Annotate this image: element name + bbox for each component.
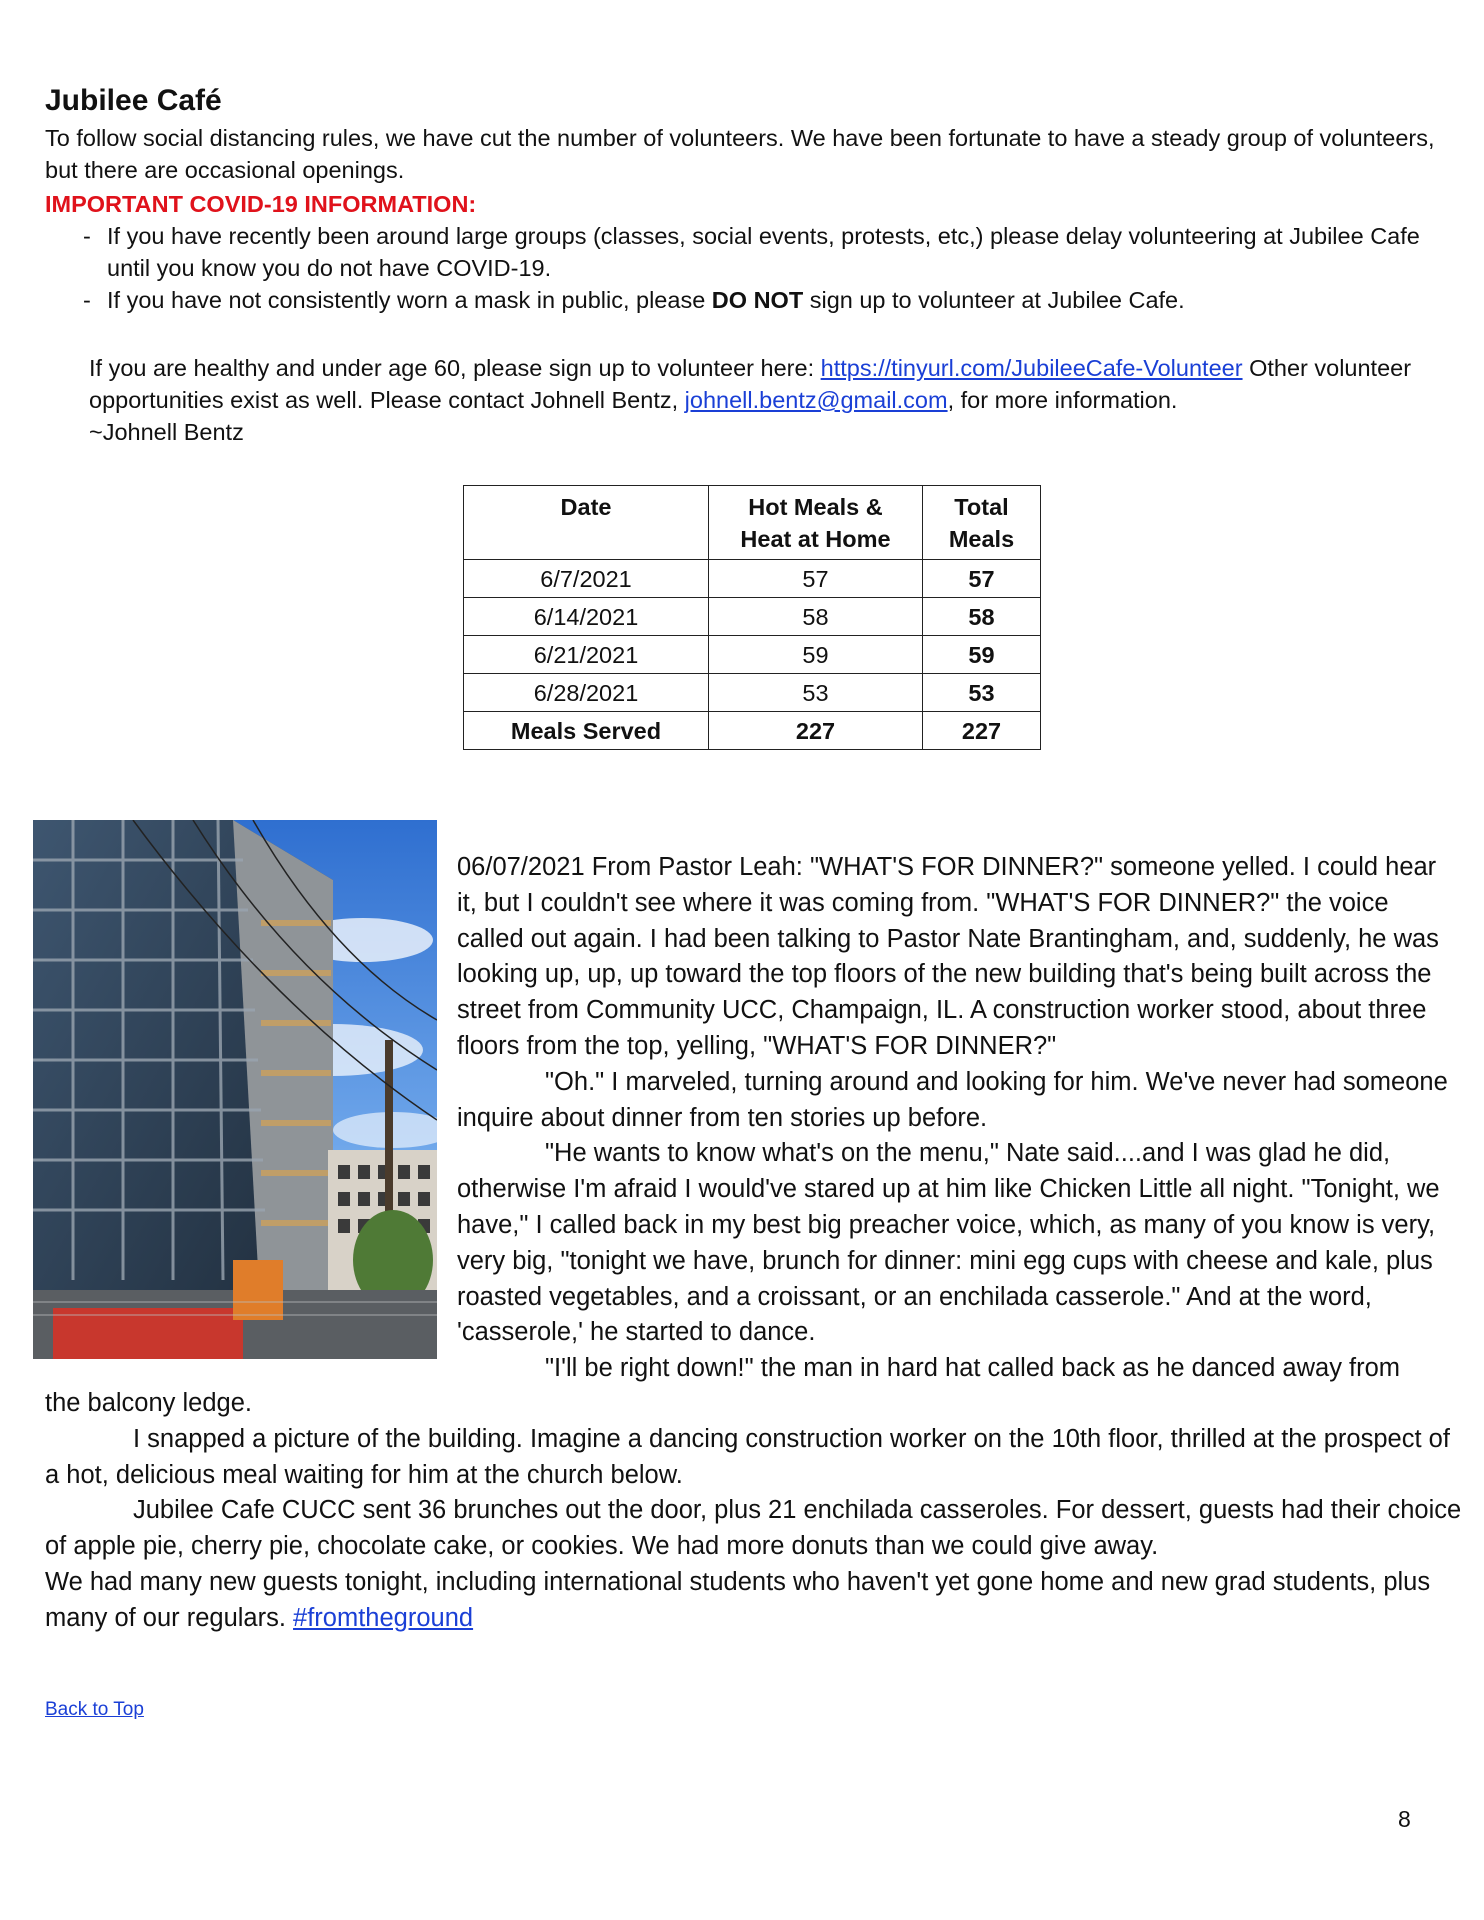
story-paragraph xyxy=(45,1565,1465,1637)
table-row xyxy=(464,636,1041,674)
important-heading: IMPORTANT COVID-19 INFORMATION: xyxy=(45,191,477,217)
table-total-row xyxy=(464,712,1041,750)
section-title: Jubilee Café xyxy=(45,84,222,117)
bullet-text-bold: DO NOT xyxy=(711,287,804,313)
table-row xyxy=(464,674,1041,712)
cell-hot-meals: 53 xyxy=(709,674,923,712)
cell-date: 6/21/2021 xyxy=(464,636,709,674)
cell-total: 58 xyxy=(923,598,1041,636)
table-row xyxy=(464,598,1041,636)
cell-hot-meals: 57 xyxy=(709,560,923,598)
table-row xyxy=(464,560,1041,598)
story-paragraph: "I'll be right down!" the man in hard hat called back as he danced away from xyxy=(545,1354,1401,1383)
bullet-text-pre: If you have not consistently worn a mask in public, please xyxy=(107,287,712,313)
cell-total: 53 xyxy=(923,674,1041,712)
volunteer-link[interactable]: https://tinyurl.com/JubileeCafe-Volunteer xyxy=(820,355,1243,381)
story-paragraph: I snapped a picture of the building. Imagine a dancing construction worker on the 10th floor, thrilled at the prospect of a hot, delicious meal waiting for him at the church below. xyxy=(45,1424,1450,1489)
bullet-item: - If you have not consistently worn a mask in public, please DO NOT sign up to volunteer at Jubilee Cafe. xyxy=(83,287,1185,313)
bullet-item: - If you have recently been around large groups (classes, social events, protests, etc,) please delay volunteering at Jubilee Cafe until you know you do not have COVID-19. xyxy=(83,223,1420,281)
hashtag-link[interactable]: #fromtheground xyxy=(293,1603,474,1632)
cell-total: 59 xyxy=(923,636,1041,674)
cell-total-label: Meals Served xyxy=(464,712,709,750)
building-photo xyxy=(33,820,437,1359)
header-hot-meals: Hot Meals & Heat at Home xyxy=(709,486,923,560)
page-number: 8 xyxy=(1398,1806,1411,1832)
story-paragraph: Jubilee Cafe CUCC sent 36 brunches out the door, plus 21 enchilada casseroles. For dessert, guests had their choice of apple pie, cherry pie, chocolate cake, or cookies. We had more donuts than we could give away. xyxy=(45,1496,1462,1561)
signup-text: If you are healthy and under age 60, please sign up to volunteer here: xyxy=(89,355,821,381)
bullet-text-post: sign up to volunteer at Jubilee Cafe. xyxy=(803,287,1185,313)
header-total-meals: Total Meals xyxy=(923,486,1041,560)
story-continued xyxy=(45,1386,1465,1637)
intro-paragraph: To follow social distancing rules, we have cut the number of volunteers. We have been fortunate to have a steady group of volunteers, but there are occasional openings. xyxy=(45,125,1435,183)
header-date: Date xyxy=(464,486,709,560)
story-paragraph: "Oh." I marveled, turning around and looking for him. We've never had someone inquire about dinner from ten stories up before. xyxy=(457,1067,1448,1132)
bullet-text: If you have recently been around large groups (classes, social events, protests, etc,) please delay volunteering at Jubilee Cafe until you know you do not have COVID-19. xyxy=(107,223,1420,281)
back-to-top-link[interactable]: Back to Top xyxy=(45,1699,144,1720)
signup-paragraph xyxy=(89,352,1459,448)
cell-total: 57 xyxy=(923,560,1041,598)
story-paragraph: "He wants to know what's on the menu," Nate said....and I was glad he did, otherwise I'm afraid I would've stared up at him like Chicken Little all night. "Tonight, we have," I called back in my best big preacher voice, which, as many of you know is very, very big, "tonight we have, brunch for dinner: mini egg cups with cheese and kale, plus roasted vegetables, and a croissant, or an enchilada casserole." And at the word, 'casserole,' he started to dance. xyxy=(457,1139,1440,1347)
cell-date: 6/28/2021 xyxy=(464,674,709,712)
story-paragraph: the balcony ledge. xyxy=(45,1389,252,1417)
story-column xyxy=(457,850,1457,1387)
cell-hot-meals: 58 xyxy=(709,598,923,636)
cell-hot-meals: 59 xyxy=(709,636,923,674)
story-paragraph: 06/07/2021 From Pastor Leah: "WHAT'S FOR DINNER?" someone yelled. I could hear it, but I couldn't see where it was coming from. "WHAT'S FOR DINNER?" the voice called out again. I had been talking to Pastor Nate Brantingham, and, suddenly, he was looking up, up, up toward the top floors of the new building that's being built across the street from Community UCC, Champaign, IL. A construction worker stood, about three floors from the top, yelling, "WHAT'S FOR DINNER?" xyxy=(457,853,1439,1060)
cell-total-meals: 227 xyxy=(923,712,1041,750)
signature: ~Johnell Bentz xyxy=(89,419,244,445)
table-header-row xyxy=(464,486,1041,560)
cell-date: 6/14/2021 xyxy=(464,598,709,636)
story-text: We had many new guests tonight, including international students who haven't yet gone home and new grad students, plus many of our regulars. xyxy=(45,1567,1431,1632)
meals-table xyxy=(463,485,1041,750)
cell-total-hot-meals: 227 xyxy=(709,712,923,750)
cell-date: 6/7/2021 xyxy=(464,560,709,598)
email-link[interactable]: johnell.bentz@gmail.com xyxy=(684,387,948,413)
covid-bullet-list xyxy=(83,220,1423,316)
signup-text-post: , for more information. xyxy=(947,387,1178,413)
signup-text-mid: Other volunteer opportunities exist as well. Please contact Johnell Bentz, xyxy=(89,355,1412,413)
